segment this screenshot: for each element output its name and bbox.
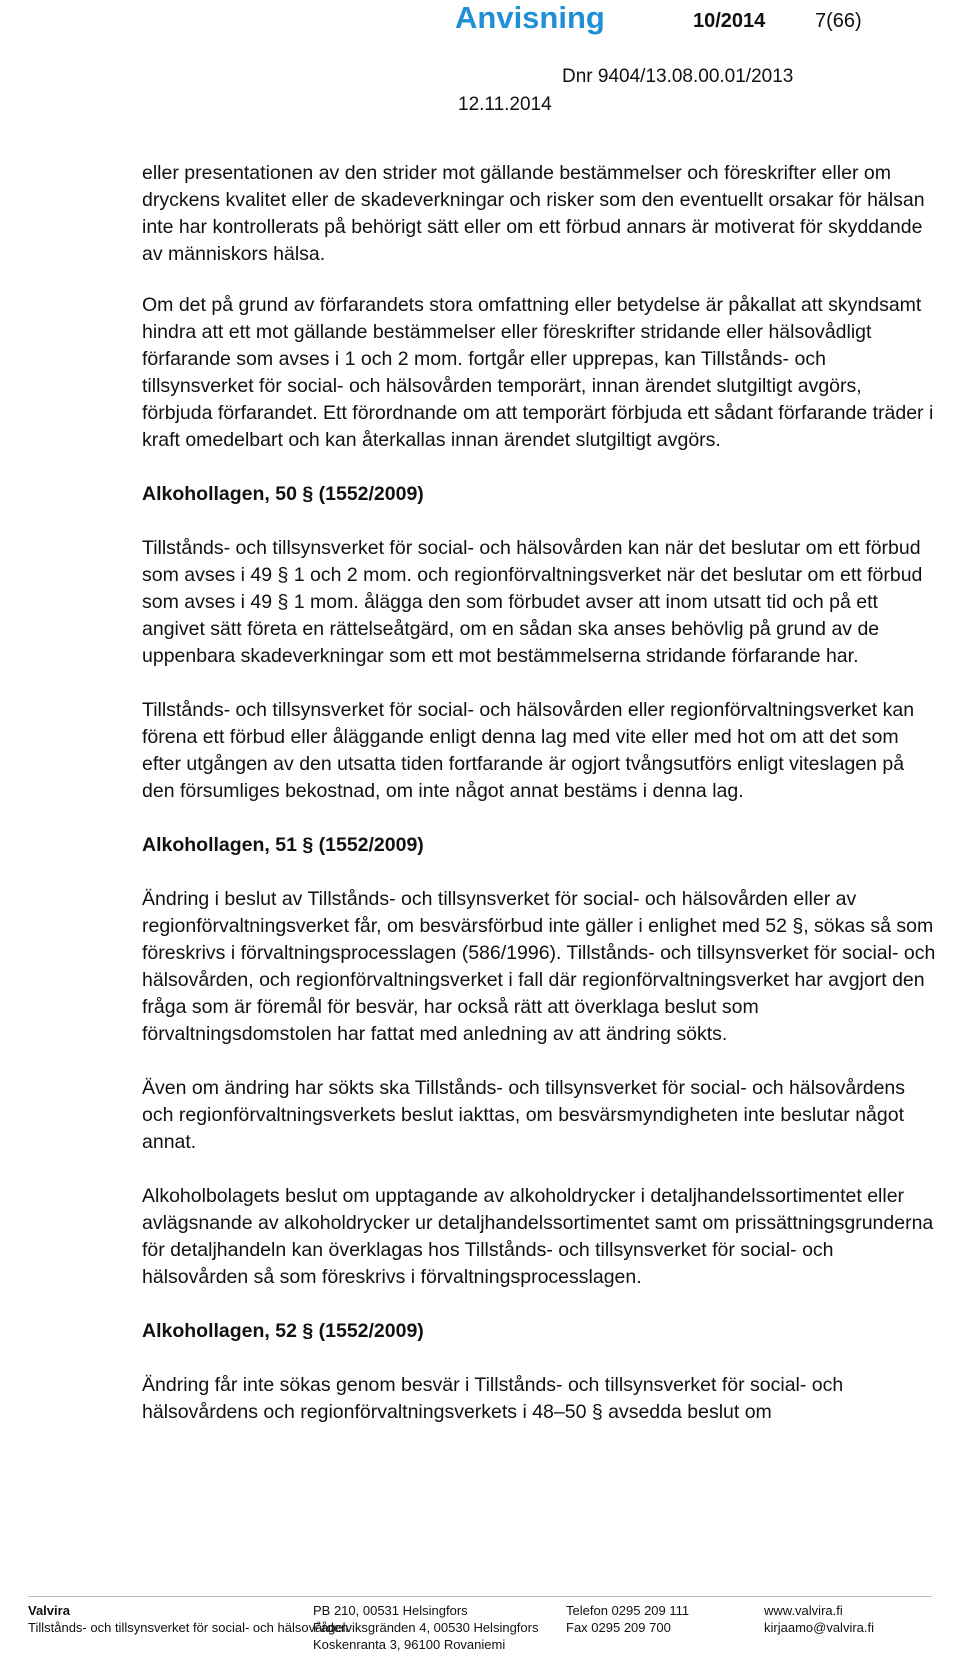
footer-org-name: Valvira: [28, 1603, 70, 1618]
paragraph: eller presentationen av den strider mot gällande bestämmelser och föreskrifter eller om dryckens kvalitet eller de skadeverkningar och risker som den eventuellt orsakar för hälsan inte har kontrollerats på behörigt sätt eller om ett förbud annars är motiverat för skyddande av människors hälsa.: [142, 162, 925, 265]
footer-divider: [28, 1596, 932, 1597]
footer-org-fullname: Tillstånds- och tillsynsverket för social- och hälsovården: [28, 1620, 349, 1635]
document-body: [142, 160, 937, 1426]
footer-phone-column: [566, 1602, 689, 1636]
section-heading-50: Alkohollagen, 50 § (1552/2009): [142, 483, 424, 505]
footer-web-column: [764, 1602, 874, 1636]
paragraph: Tillstånds- och tillsynsverket för social- och hälsovården kan när det beslutar om ett förbud som avses i 49 § 1 och 2 mom. och regionförvaltningsverket när det beslutar om ett förbud som avses i 49 § 1 mom. ålägga den som förbudet avser att inom utsatt tid och på ett angivet sätt företa en rättelseåtgärd, om en sådan ska anses behövlig på grund av de uppenbara skadeverkningar som ett mot bestämmelserna stridande förfarande har.: [142, 537, 923, 667]
footer-org-column: [28, 1602, 348, 1636]
document-number: 10/2014: [693, 10, 766, 32]
document-date: 12.11.2014: [458, 94, 552, 115]
footer-email-link[interactable]: kirjaamo@valvira.fi: [764, 1620, 874, 1635]
document-type-title: Anvisning: [455, 0, 605, 35]
footer-fax: Fax 0295 209 700: [566, 1620, 671, 1635]
diary-number: Dnr 9404/13.08.00.01/2013: [562, 66, 794, 87]
footer-address-1: PB 210, 00531 Helsingfors: [313, 1603, 468, 1618]
paragraph: Om det på grund av förfarandets stora omfattning eller betydelse är påkallat att skyndsamt hindra att ett mot gällande bestämmelser eller föreskrifter stridande eller hälsovådligt förfarande som avses i 1 och 2 mom. fortgår eller upprepas, kan Tillstånds- och tillsynsverket för social- och hälsovården temporärt, innan ärendet slutgiltigt avgörs, förbjuda förfarandet. Ett förordnande om att temporärt förbjuda ett sådant förfarande träder i kraft omedelbart och kan återkallas innan ärendet slutgiltigt avgörs.: [142, 294, 934, 451]
section-heading-52: Alkohollagen, 52 § (1552/2009): [142, 1320, 424, 1342]
section-heading-51: Alkohollagen, 51 § (1552/2009): [142, 834, 424, 856]
paragraph: Även om ändring har sökts ska Tillstånds- och tillsynsverket för social- och hälsovårdens och regionförvaltningsverkets beslut iakttas, om besvärsmyndigheten inte beslutar något annat.: [142, 1077, 906, 1153]
paragraph: Tillstånds- och tillsynsverket för social- och hälsovården eller regionförvaltningsverket kan förena ett förbud eller åläggande enligt denna lag med vite eller med hot om att det som efter utgången av den utsatta tiden fortfarande är ogjort tvångsutförs enligt viteslagen på den försumliges bekostnad, om inte något annat bestäms i denna lag.: [142, 699, 915, 802]
paragraph: Ändring får inte sökas genom besvär i Tillstånds- och tillsynsverket för social- och hälsovårdens och regionförvaltningsverkets i 48–50 § avsedda beslut om: [142, 1374, 844, 1423]
paragraph: Ändring i beslut av Tillstånds- och tillsynsverket för social- och hälsovården eller av regionförvaltningsverket får, om besvärsförbud inte gäller i enlighet med 52 §, sökas så som föreskrivs i förvaltningsprocesslagen (586/1996). Tillstånds- och tillsynsverket för social- och hälsovården, och regionförvaltningsverket i fall där regionförvaltningsverket har avgjort den fråga som är föremål för besvär, har också rätt att överklaga beslut som förvaltningsdomstolen har fattat med anledning av att ändring sökts.: [142, 888, 936, 1045]
footer-address-2: Fågelviksgränden 4, 00530 Helsingfors: [313, 1620, 539, 1635]
footer-website-link[interactable]: www.valvira.fi: [764, 1603, 843, 1618]
footer-address-3: Koskenranta 3, 96100 Rovaniemi: [313, 1637, 506, 1652]
paragraph: Alkoholbolagets beslut om upptagande av alkoholdrycker i detaljhandelssortimentet eller avlägsnande av alkoholdrycker ur detaljhandelssortimentet samt om prissättningsgrunderna för detaljhandeln kan överklagas hos Tillstånds- och tillsynsverket för social- och hälsovården så som föreskrivs i förvaltningsprocesslagen.: [142, 1185, 934, 1288]
footer-address-column: [313, 1602, 538, 1653]
footer-phone: Telefon 0295 209 111: [566, 1603, 690, 1618]
page-number: 7(66): [815, 10, 862, 32]
